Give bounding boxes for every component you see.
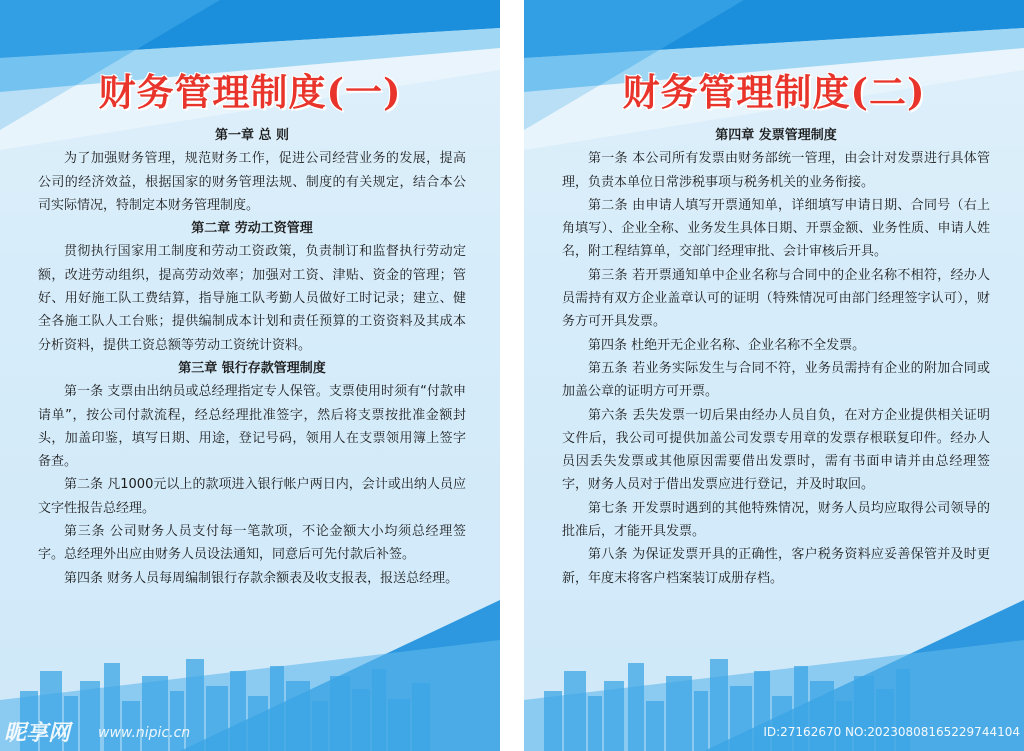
chapter-heading: 第四章 发票管理制度	[715, 128, 837, 143]
watermark-logo: 昵享网	[4, 721, 71, 746]
poster-title: 财务管理制度(一)	[98, 70, 402, 114]
article-paragraph: 贯彻执行国家用工制度和劳动工资政策，负责制订和监督执行劳动定额，改进劳动组织，提高劳动效率；加强对工资、津贴、资金的管理；管好、用好施工队工费结算，指导施工队考勤人员做好工时记录；建立、健全各施工队人工台账；提供编制成本计划和责任预算的工资资料及其成本分析资料，提供工资总额等劳动工资统计资料。	[38, 244, 466, 353]
article-paragraph: 第三条 若开票通知单中企业名称与合同中的企业名称不相符，经办人员需持有双方企业盖章认可的证明（特殊情况可由部门经理签字认可），财务方可开具发票。	[562, 267, 990, 330]
article-paragraph: 第三条 公司财务人员支付每一笔款项，不论金额大小均须总经理签字。总经理外出应由财务人员设法通知，同意后可先付款后补签。	[38, 524, 466, 563]
article-paragraph: 第四条 杜绝开无企业名称、企业名称不全发票。	[588, 337, 866, 353]
chapter-heading: 第三章 银行存款管理制度	[178, 360, 326, 376]
poster-title: 财务管理制度(二)	[622, 70, 926, 114]
article-paragraph: 为了加强财务管理，规范财务工作，促进公司经营业务的发展，提高公司的经济效益，根据国家的财务管理法规、制度的有关规定，结合本公司实际情况，特制定本财务管理制度。	[38, 151, 466, 213]
article-paragraph: 第二条 由申请人填写开票通知单，详细填写申请日期、合同号（右上角填写）、企业全称、业务发生具体日期、开票金额、业务性质、申请人姓名，附工程结算单，交部门经理审批、会计审核后开具。	[562, 197, 990, 260]
article-paragraph: 第一条 本公司所有发票由财务部统一管理，由会计对发票进行具体管理，负责本单位日常涉税事项与税务机关的业务衔接。	[562, 151, 990, 190]
article-paragraph: 第四条 财务人员每周编制银行存款余额表及收支报表，报送总经理。	[64, 570, 459, 586]
chapter-heading: 第一章 总 则	[214, 128, 290, 143]
article-paragraph: 第五条 若业务实际发生与合同不符，业务员需持有企业的附加合同或加盖公章的证明方可开票。	[562, 360, 990, 400]
article-paragraph: 第六条 丢失发票一切后果由经办人员自负，在对方企业提供相关证明文件后，我公司可提供加盖公司发票专用章的发票存根联复印件。经办人员因丢失发票或其他原因需要借出发票时，需有书面申请并由总经理签字，财务人员对于借出发票应进行登记，并及时取回。	[562, 407, 990, 493]
watermark-id: ID:27162670 NO:20230808165229744104	[763, 725, 1020, 739]
article-paragraph: 第一条 支票由出纳员或总经理指定专人保管。支票使用时须有“付款申请单”，按公司付款流程，经总经理批准签字，然后将支票按批准金额封头，加盖印鉴，填写日期、用途，登记号码，领用人在支票领用簿上签字备查。	[38, 384, 466, 470]
poster-left	[0, 0, 500, 751]
city-skyline-illustration	[0, 641, 500, 751]
article-paragraph: 第八条 为保证发票开具的正确性，客户税务资料应妥善保管并及时更新，年度末将客户档案装订成册存档。	[562, 547, 990, 586]
article-paragraph: 第七条 开发票时遇到的其他特殊情况，财务人员均应取得公司领导的批准后，才能开具发票。	[562, 500, 990, 540]
watermark-url: www.nipic.cn	[98, 725, 191, 741]
article-paragraph: 第二条 凡1000元以上的款项进入银行帐户两日内，会计或出纳人员应文字性报告总经理。	[38, 477, 466, 516]
chapter-heading: 第二章 劳动工资管理	[191, 221, 313, 237]
poster-right	[524, 0, 1024, 751]
document-body	[38, 124, 466, 590]
document-body	[562, 124, 990, 590]
